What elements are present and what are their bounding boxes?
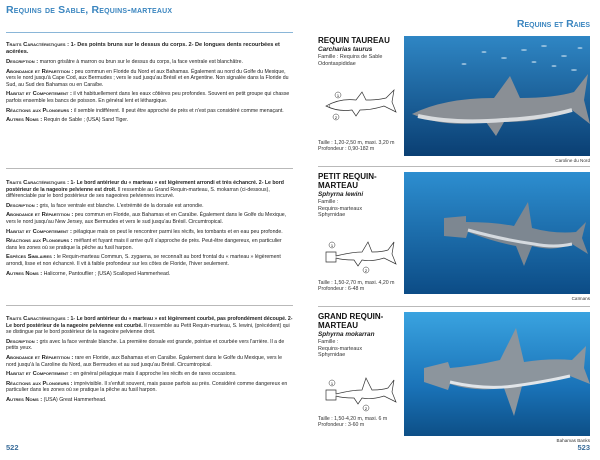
species-card-scalloped-hammerhead [318, 172, 590, 302]
species-family-label: Famille : [318, 339, 339, 345]
section-divider [6, 305, 293, 306]
species-info [318, 172, 404, 219]
abundance-paragraph: Abondance et Répartition : peu commun en Floride du Nord et aux Bahamas. Également au nord du Golfe du Mexique, vers le nord jusqu'à Cape Cod, aux Bermudes ; vers le sud jusqu'au Brésil et en Argentine. Non signalée dans la Floride du Sud, au Sud des Bahamas ou en Caraïbe. [6, 68, 289, 88]
sand-tiger-section [6, 42, 293, 127]
species-scientific-name: Sphyrna lewini [318, 191, 364, 198]
section-divider [318, 166, 590, 167]
traits-paragraph: Traits Caractéristiques : 1- Le bord antérieur du « marteau » est légèrement arrondi et très échancré. 2- Le bord postérieur de la nageoire pelvienne est droit. Il ressemble au Grand Requin-marteau, S. mokarran (ci-dessous), différenciable par le bord postérieur de ses nageoires pelviennes incurvé. [6, 180, 284, 200]
hammerhead-outline-shape [326, 242, 396, 266]
species-scientific-name: Carcharias taurus [318, 46, 373, 53]
other-names-paragraph: Autres Noms : Requin de Sable ; (USA) Sand Tiger. [6, 117, 129, 124]
species-info [318, 36, 404, 67]
marker-label-1: 1 [330, 381, 334, 386]
species-info [318, 312, 404, 359]
species-family-latin: Sphyrnidae [318, 352, 346, 359]
species-size: Taille : 1,20-2,50 m, maxi. 3,20 m Profondeur : 0,90-182 m [318, 140, 395, 153]
scalloped-hammerhead-section [6, 180, 293, 280]
species-common-name: REQUIN TAUREAU [318, 36, 390, 45]
species-common-name: PETIT REQUIN-MARTEAU [318, 172, 377, 190]
reactions-paragraph: Réactions aux Plongeurs : imprévisible. Il s'enfuit souvent, mais passe parfois au près. Considéré comme dangereux en particulier dans les zones où se pratique la pêche au fusil harpon. [6, 380, 288, 394]
scalloped-hammerhead-photo-art [404, 172, 590, 294]
shark-outline-diagram [322, 86, 398, 122]
species-family-label: Famille : [318, 199, 339, 205]
species-card-great-hammerhead [318, 312, 590, 442]
left-page-header: Requins de Sable, Requins-marteaux [6, 4, 173, 16]
habitat-paragraph: Habitat et Comportement : il vit habituellement dans les eaux côtières peu profondes. Souvent en petit groupe qui chasse parfois ensemble les bancs de poisson. En général lent et léthargique. [6, 91, 290, 104]
header-rule [6, 32, 293, 33]
species-common-name: GRAND REQUIN-MARTEAU [318, 312, 384, 330]
reactions-paragraph: Réactions aux Plongeurs : il semble indifférent. Il peut être approché de près et n'est pas considéré comme menaçant. [6, 107, 284, 114]
abundance-paragraph: Abondance et Répartition : peu commun en Floride, aux Bahamas et en Caraïbe. Également dans le Golfe du Mexique, vers le nord jusqu'au New Jersey, aux Bermudes et vers le sud jusqu'au Brésil. Circumtropical. [6, 212, 287, 225]
great-hammerhead-photo-art [404, 312, 590, 436]
species-family-name: Requins-marteaux [318, 205, 363, 212]
species-family-name: Odontaspididae [318, 60, 356, 67]
marker-label-2: 2 [364, 268, 368, 273]
scalloped-hammerhead-photo [404, 172, 590, 294]
reactions-paragraph: Réactions aux Plongeurs : méfiant et fuyant mais il arrive qu'il s'approche de près. Peut-être dangereux, en particulier dans les zones où se pratique la pêche au fusil harpon. [6, 238, 282, 251]
marker-label-2: 2 [364, 406, 368, 411]
photo-credit: Bahamas Banks [556, 438, 590, 443]
page-number-right: 523 [577, 443, 590, 452]
description-paragraph: Description : marron grisâtre à marron ou brun sur le dessus du corps, la face ventrale est blanchâtre. [6, 59, 243, 65]
section-divider [318, 306, 590, 307]
species-family-latin: Sphyrnidae [318, 212, 346, 219]
abundance-paragraph: Abondance et Répartition : rare en Floride, aux Bahamas et en Caraïbe. Également dans le Golfe du Mexique, vers le nord jusqu'à la Caroline du Nord, aux Bermudes et au sud jusqu'au Brésil. Circumtropical. [6, 354, 283, 368]
habitat-paragraph: Habitat et Comportement : en général pélagique mais il approche les récifs en de rares occasions. [6, 371, 237, 378]
hammerhead-outline-diagram [322, 376, 398, 412]
traits-paragraph: Traits Caractéristiques : 1- Des points bruns sur le dessus du corps. 2- De longues dents recourbées et acérées. [6, 42, 280, 55]
great-hammerhead-photo [404, 312, 590, 436]
hammerhead-outline-diagram [322, 238, 398, 274]
marker-label-2: 2 [334, 115, 338, 120]
traits-paragraph: Traits Caractéristiques : 1- Le bord antérieur du « marteau » est légèrement courbé, pas profondément découpé. 2- Le bord postérieur de la nageoire pelvienne est courbé. Il ressemble au Petit Requin-marteau, S. lewini, (précédent) qui se distingue par le bord postérieur de la nageoire pelvienne droit. [6, 316, 293, 336]
species-family-name: Requins-marteaux [318, 345, 363, 352]
species-size: Taille : 1,50-4,20 m, maxi. 6 m Profondeur : 3-60 m [318, 416, 388, 429]
habitat-paragraph: Habitat et Comportement : pélagique mais on peut le rencontrer parmi les récifs, les tombants et en eau peu profonde. [6, 228, 283, 235]
sand-tiger-photo-art [404, 36, 590, 156]
marker-label-1: 1 [336, 93, 340, 98]
photo-credit: Caïmans [571, 296, 590, 301]
hammerhead-outline-shape [326, 378, 396, 404]
right-page-header: Requins et Raies [516, 18, 590, 30]
species-card-sand-tiger [318, 36, 590, 164]
species-scientific-name: Sphyrna mokarran [318, 331, 375, 338]
section-divider [6, 168, 293, 169]
great-hammerhead-section [6, 316, 293, 407]
similar-species-paragraph: Espèces Similaires : le Requin-marteau Commun, S. zygaena, se reconnaît au bord frontal du « marteau » légèrement arrondi, lisse et non échancré. Il vit à faible profondeur sur les côtes de Floride, l'hiver seulement. [6, 254, 281, 267]
species-size: Taille : 1,50-2,70 m, maxi. 4,20 m Profondeur : 6-48 m [318, 280, 395, 293]
page-number-left: 522 [6, 443, 19, 452]
other-names-paragraph: Autres Noms : Halicorne, Pantouflier ; (USA) Scalloped Hammerhead. [6, 270, 171, 277]
description-paragraph: Description : gris, la face ventrale est blanche. L'extrémité de la dorsale est arrondie. [6, 202, 204, 209]
other-names-paragraph: Autres Noms : (USA) Great Hammerhead. [6, 396, 107, 403]
species-family-label: Famille : Requins de Sable [318, 54, 383, 60]
description-paragraph: Description : gris avec la face ventrale blanche. La première dorsale est grande, pointue et courbée vers l'arrière. Il a de petits yeux. [6, 338, 285, 352]
sand-tiger-photo [404, 36, 590, 156]
photo-credit: Caroline du Nord [555, 158, 590, 163]
marker-label-1: 1 [330, 243, 334, 248]
